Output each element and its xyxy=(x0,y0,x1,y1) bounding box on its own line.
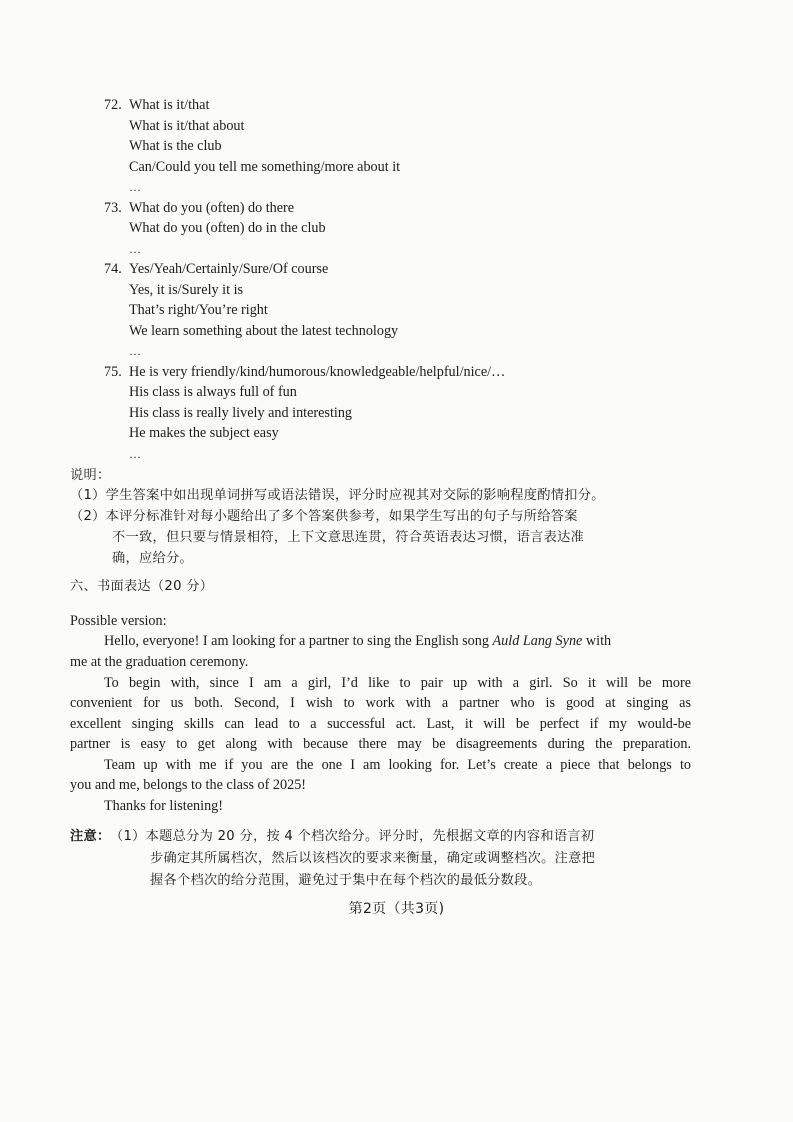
page-number-footer: 第2页（共3页) xyxy=(348,901,445,917)
q72-answer-2: What is it/that about xyxy=(129,118,245,134)
essay-paragraph-2-line-4: partner is easy to get along with because there may be disagreements during the preparation. xyxy=(70,736,691,752)
essay-p1-text-after: with xyxy=(582,633,612,649)
notes-item-2-line-1: （2）本评分标准针对每小题给出了多个答案供参考，如果学生写出的句子与所给答案 xyxy=(70,509,578,524)
q75-answer-3: His class is really lively and interesting xyxy=(129,405,353,421)
essay-paragraph-3-line-2: you and me, belongs to the class of 2025! xyxy=(70,777,307,793)
essay-paragraph-3-line-1: Team up with me if you are the one I am looking for. Let’s create a piece that belongs to xyxy=(104,757,691,773)
q74-ellipsis: … xyxy=(129,344,142,358)
essay-p1-text-before: Hello, everyone! I am looking for a partner to sing the English song xyxy=(104,633,493,649)
notes-item-2-line-2: 不一致，但只要与情景相符，上下文意思连贯，符合英语表达习惯，语言表达准 xyxy=(112,530,585,545)
essay-paragraph-2-line-1: To begin with, since I am a girl, I’d like to pair up with a girl. So it will be more xyxy=(104,675,691,691)
q74-answer-4: We learn something about the latest technology xyxy=(129,323,399,339)
q75-answer-2: His class is always full of fun xyxy=(129,384,297,400)
essay-paragraph-1-line-2: me at the graduation ceremony. xyxy=(70,654,249,670)
q73-answer-1: What do you (often) do there xyxy=(129,200,295,216)
q72-number: 72. xyxy=(104,97,122,113)
q75-answer-1: He is very friendly/kind/humorous/knowledgeable/helpful/nice/… xyxy=(129,364,506,380)
q75-answer-4: He makes the subject easy xyxy=(129,425,279,441)
notes-heading: 说明： xyxy=(70,468,111,483)
attention-line-1: （1）本题总分为 20 分，按 4 个档次给分。评分时，先根据文章的内容和语言初 xyxy=(110,829,595,844)
q74-answer-1: Yes/Yeah/Certainly/Sure/Of course xyxy=(129,261,329,277)
notes-item-2-line-3: 确，应给分。 xyxy=(112,551,193,566)
q72-answer-3: What is the club xyxy=(129,138,222,154)
essay-paragraph-2-line-2: convenient for us both. Second, I wish to work with a partner who is good at singing as xyxy=(70,695,691,711)
q72-answer-1: What is it/that xyxy=(129,97,210,113)
q73-number: 73. xyxy=(104,200,122,216)
attention-line-3: 握各个档次的给分范围，避免过于集中在每个档次的最低分数段。 xyxy=(150,873,542,888)
q73-ellipsis: … xyxy=(129,242,142,256)
q74-number: 74. xyxy=(104,261,122,277)
q74-answer-2: Yes, it is/Surely it is xyxy=(129,282,244,298)
q75-ellipsis: … xyxy=(129,447,142,461)
song-title: Auld Lang Syne xyxy=(492,633,583,649)
section-six-title: 六、书面表达（20 分） xyxy=(70,579,214,594)
q72-ellipsis: … xyxy=(129,180,142,194)
attention-line-2: 步确定其所属档次，然后以该档次的要求来衡量，确定或调整档次。注意把 xyxy=(150,851,596,866)
q74-answer-3: That’s right/You’re right xyxy=(129,302,268,318)
attention-label: 注意： xyxy=(70,829,111,844)
notes-item-1: （1）学生答案中如出现单词拼写或语法错误，评分时应视其对交际的影响程度酌情扣分。 xyxy=(70,488,605,503)
essay-paragraph-1-line-1 xyxy=(104,632,611,650)
q72-answer-4: Can/Could you tell me something/more about it xyxy=(129,159,401,175)
possible-version-label: Possible version: xyxy=(70,613,167,629)
q73-answer-2: What do you (often) do in the club xyxy=(129,220,326,236)
q75-number: 75. xyxy=(104,364,122,380)
essay-paragraph-2-line-3: excellent singing skills can lead to a successful act. Last, it will be perfect if my would-be xyxy=(70,716,691,732)
essay-paragraph-4: Thanks for listening! xyxy=(104,798,223,814)
